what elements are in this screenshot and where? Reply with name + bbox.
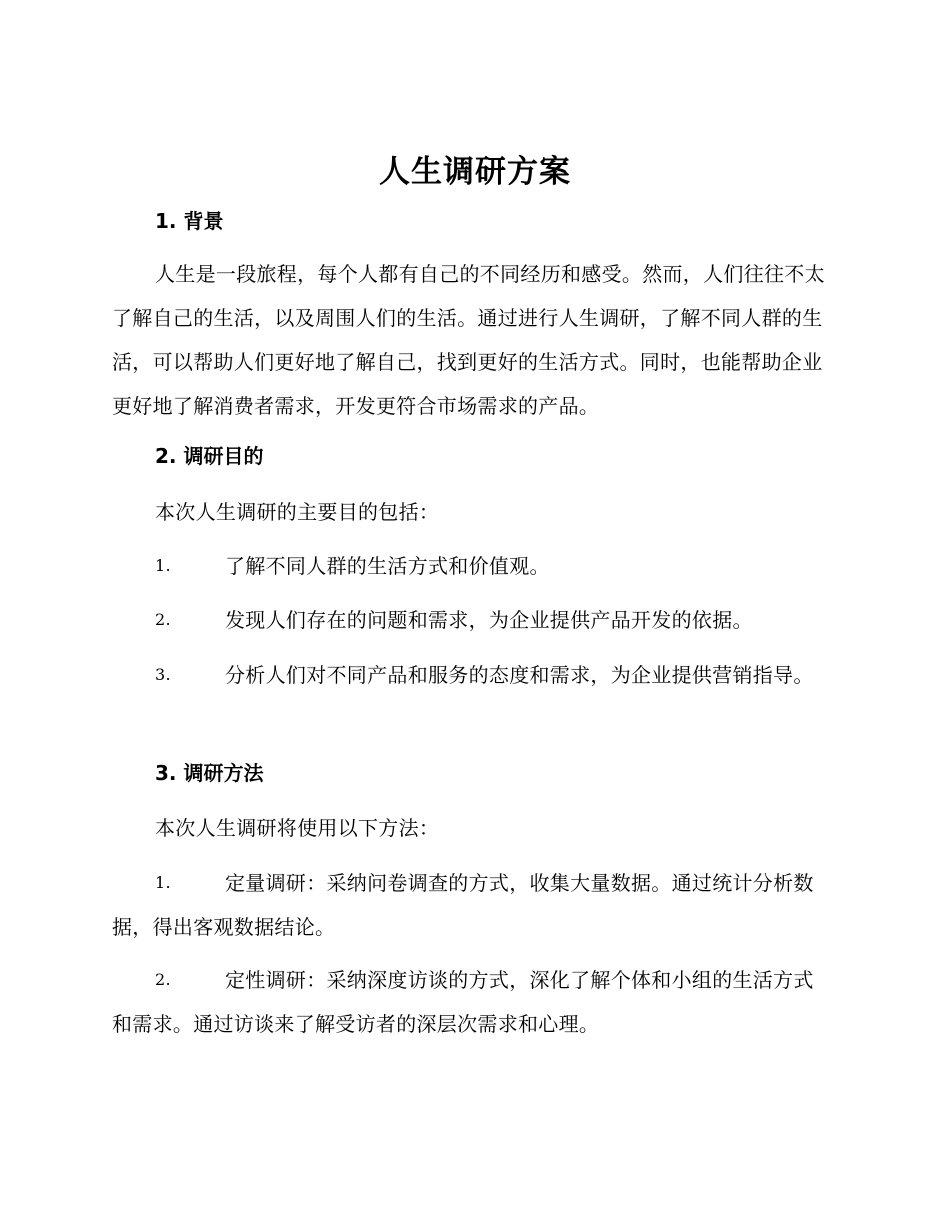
- list-text: 了解不同人群的生活方式和价值观。: [225, 554, 550, 578]
- purpose-list-item: [112, 598, 832, 642]
- purpose-intro: 本次人生调研的主要目的包括：: [155, 500, 440, 524]
- list-number: 2.: [155, 610, 171, 629]
- background-paragraph: 人生是一段旅程，每个人都有自己的不同经历和感受。然而，人们往往不太了解自己的生活，以及周围人们的生活。通过进行人生调研，了解不同人群的生活，可以帮助人们更好地了解自己，找到更好的生活方式。同时，也能帮助企业更好地了解消费者需求，开发更符合市场需求的产品。: [112, 262, 825, 418]
- methods-list-item: [112, 958, 832, 1046]
- list-number: 3.: [155, 665, 171, 684]
- purpose-list-item: [112, 544, 832, 588]
- document-title: 人生调研方案: [379, 154, 571, 190]
- section-heading-methods: 3. 调研方法: [155, 761, 264, 785]
- list-text: 分析人们对不同产品和服务的态度和需求，为企业提供营销指导。: [225, 663, 814, 687]
- section-heading-purpose: 2. 调研目的: [155, 444, 264, 468]
- list-text: 定量调研：采纳问卷调查的方式，收集大量数据。通过统计分析数据，得出客观数据结论。: [112, 871, 814, 939]
- methods-intro: 本次人生调研将使用以下方法：: [155, 816, 440, 840]
- list-text: 发现人们存在的问题和需求，为企业提供产品开发的依据。: [225, 608, 753, 632]
- purpose-list-item: [112, 653, 832, 697]
- section-heading-background: 1. 背景: [155, 209, 224, 233]
- list-number: 1.: [155, 873, 171, 892]
- list-number: 1.: [155, 556, 171, 575]
- methods-list-item: [112, 861, 832, 949]
- list-text: 定性调研：采纳深度访谈的方式，深化了解个体和小组的生活方式和需求。通过访谈来了解受访者的深层次需求和心理。: [112, 968, 814, 1036]
- list-number: 2.: [155, 970, 171, 989]
